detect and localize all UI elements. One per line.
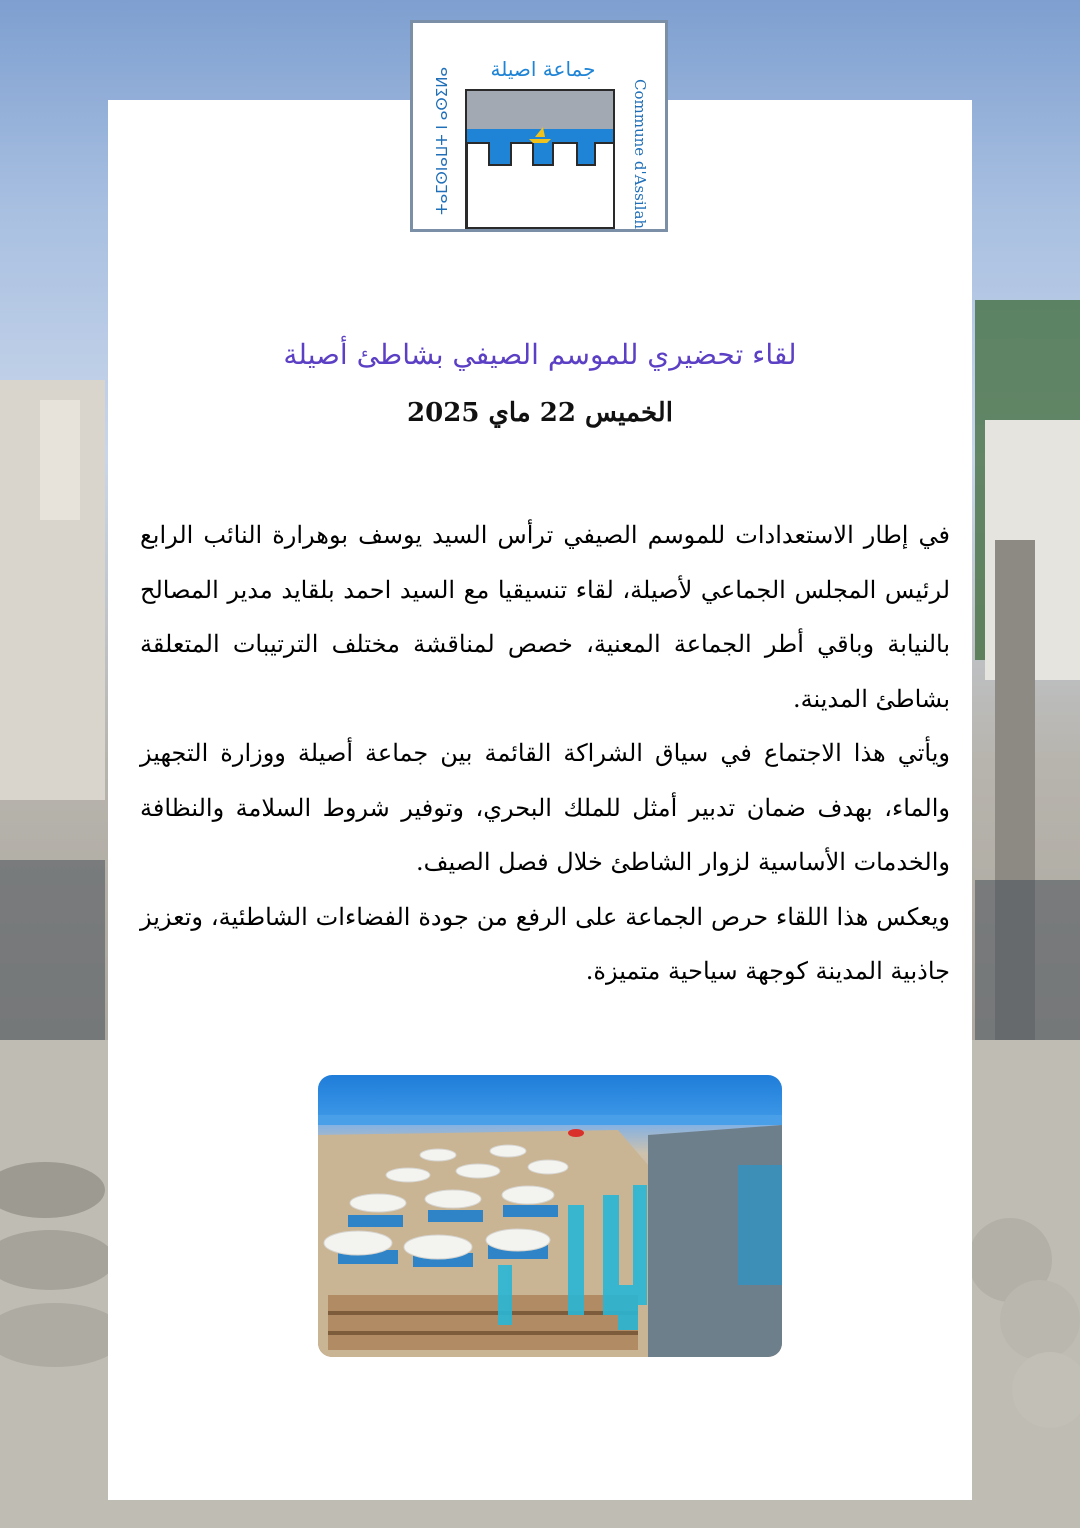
beach-photo: [318, 1075, 782, 1357]
logo-arabic-name: جماعة اصيلة: [490, 57, 596, 81]
paragraph-2: ويأتي هذا الاجتماع في سياق الشراكة القائمة بين جماعة أصيلة ووزارة التجهيز والماء، بهدف ضمان تدبير أمثل للملك البحري، وتوفير شروط السلامة والنظافة والخدمات الأساسية لزوار الشاطئ خلال فصل الصيف.: [140, 739, 950, 876]
logo-tifinagh-text: ⵜⴰⵎⵙⵏⴰⵡⵜ ⵏ ⴰⵙⵉⵍⴰ: [433, 66, 451, 215]
document-date: الخميس 22 ماي 2025: [407, 398, 673, 428]
logo-latin-text: Commune d'Assilah: [631, 79, 649, 230]
document-body: [140, 508, 950, 999]
logo-ramparts-icon: [467, 91, 615, 229]
paragraph-1: في إطار الاستعدادات للموسم الصيفي ترأس السيد يوسف بوهرارة النائب الرابع لرئيس المجلس الجماعي لأصيلة، لقاء تنسيقيا مع السيد احمد بلقايد مدير المصالح بالنيابة وباقي أطر الجماعة المعنية، خصص لمناقشة مختلف الترتيبات المتعلقة بشاطئ المدينة.: [140, 521, 951, 713]
beach-photo-illustration: [318, 1075, 782, 1357]
paragraph-3: ويعكس هذا اللقاء حرص الجماعة على الرفع من جودة الفضاءات الشاطئية، وتعزيز جاذبية المدينة كوجهة سياحية متميزة.: [140, 902, 950, 985]
logo-emblem: [465, 89, 615, 229]
document-title: لقاء تحضيري للموسم الصيفي بشاطئ أصيلة: [283, 338, 797, 371]
commune-logo: [410, 20, 668, 232]
